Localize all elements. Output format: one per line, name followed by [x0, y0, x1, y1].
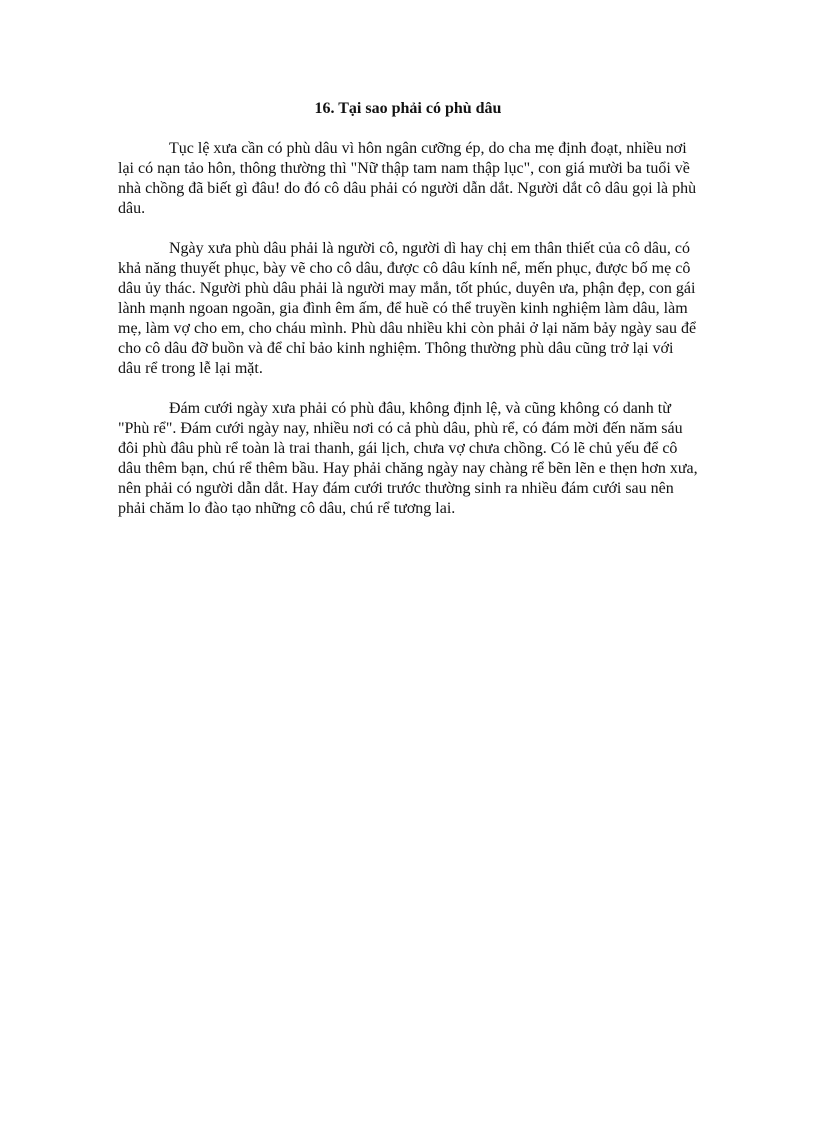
- paragraph-1: Tục lệ xưa cần có phù dâu vì hôn ngân cưỡng ép, do cha mẹ định đoạt, nhiều nơi lại có nạn tảo hôn, thông thường thì "Nữ thập tam nam thập lục", con giá mười ba tuổi về nhà chồng đã biết gì đâu! do đó cô dâu phải có người dẫn dắt. Người dắt cô dâu gọi là phù dâu.: [118, 140, 697, 217]
- document-body: [118, 99, 698, 539]
- paragraph-2: Ngày xưa phù dâu phải là người cô, người dì hay chị em thân thiết của cô dâu, có khả năng thuyết phục, bày vẽ cho cô dâu, được cô dâu kính nể, mến phục, được bố mẹ cô dâu ủy thác. Người phù dâu phải là người may mắn, tốt phúc, duyên ưa, phận đẹp, con gái lành mạnh ngoan ngoãn, gia đình êm ấm, để huề có thể truyền kinh nghiệm làm dâu, làm mẹ, làm vợ cho em, cho cháu mình. Phù dâu nhiều khi còn phải ở lại năm bảy ngày sau để cho cô dâu đỡ buồn và để chỉ bảo kinh nghiệm. Thông thường phù dâu cũng trở lại với dâu rể trong lễ lại mặt.: [118, 240, 697, 377]
- paragraph-3: Đám cưới ngày xưa phải có phù đâu, không định lệ, và cũng không có danh từ "Phù rể". Đám cưới ngày nay, nhiều nơi có cả phù dâu, phù rể, có đám mời đến năm sáu đôi phù đâu phù rể toàn là trai thanh, gái lịch, chưa vợ chưa chồng. Có lẽ chủ yếu để cô dâu thêm bạn, chú rể thêm bầu. Hay phải chăng ngày nay chàng rể bẽn lẽn e thẹn hơn xưa, nên phải có người dẫn dắt. Hay đám cưới trước thường sinh ra nhiều đám cưới sau nên phải chăm lo đào tạo những cô dâu, chú rể tương lai.: [118, 400, 698, 517]
- page-title: 16. Tại sao phải có phù dâu: [314, 100, 502, 117]
